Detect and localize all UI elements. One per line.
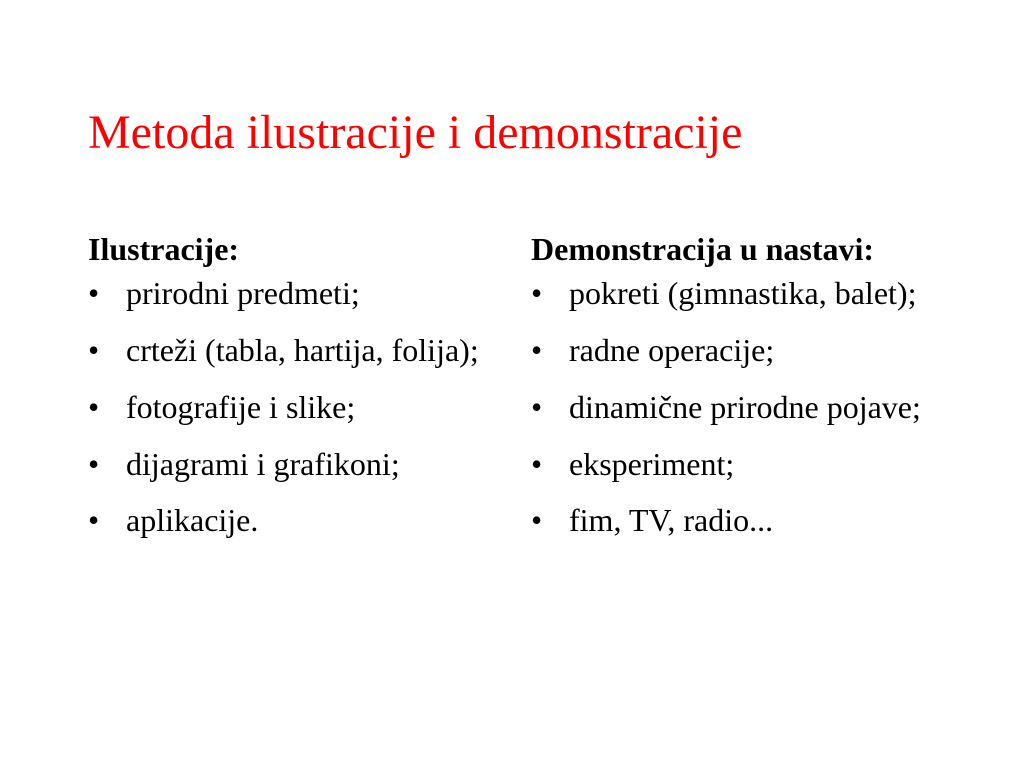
bullet-icon: • — [88, 388, 100, 425]
list-item-text: dinamične prirodne pojave; — [569, 388, 921, 425]
right-column — [531, 230, 971, 558]
list-item — [88, 274, 488, 313]
left-column — [88, 230, 488, 558]
bullet-icon: • — [531, 275, 543, 312]
bullet-icon: • — [531, 332, 543, 369]
list-item — [88, 501, 488, 540]
list-item-text: dijagrami i grafikoni; — [126, 445, 400, 482]
list-item-text: prirodni predmeti; — [126, 275, 360, 312]
bullet-icon: • — [531, 502, 543, 539]
list-item-text: pokreti (gimnastika, balet); — [569, 275, 917, 312]
list-item — [88, 388, 488, 427]
left-column-heading: Ilustracije: — [88, 231, 240, 267]
bullet-icon: • — [88, 275, 100, 312]
slide-title: Metoda ilustracije i demonstracije — [88, 106, 743, 159]
left-bullet-list — [88, 274, 488, 540]
list-item — [531, 445, 971, 484]
bullet-icon: • — [88, 502, 100, 539]
list-item-text: radne operacije; — [569, 332, 775, 369]
list-item-text: fim, TV, radio... — [569, 502, 774, 539]
right-column-heading: Demonstracija u nastavi: — [531, 231, 875, 267]
bullet-icon: • — [531, 388, 543, 425]
list-item-text: fotografije i slike; — [126, 388, 356, 425]
list-item — [88, 331, 488, 370]
list-item-text: eksperiment; — [569, 445, 735, 482]
list-item — [531, 388, 971, 427]
bullet-icon: • — [88, 445, 100, 482]
bullet-icon: • — [88, 332, 100, 369]
list-item — [531, 501, 971, 540]
list-item — [88, 445, 488, 484]
list-item-text: aplikacije. — [126, 502, 259, 539]
list-item-text: crteži (tabla, hartija, folija); — [126, 332, 479, 369]
bullet-icon: • — [531, 445, 543, 482]
right-bullet-list — [531, 274, 971, 540]
list-item — [531, 331, 971, 370]
list-item — [531, 274, 971, 313]
